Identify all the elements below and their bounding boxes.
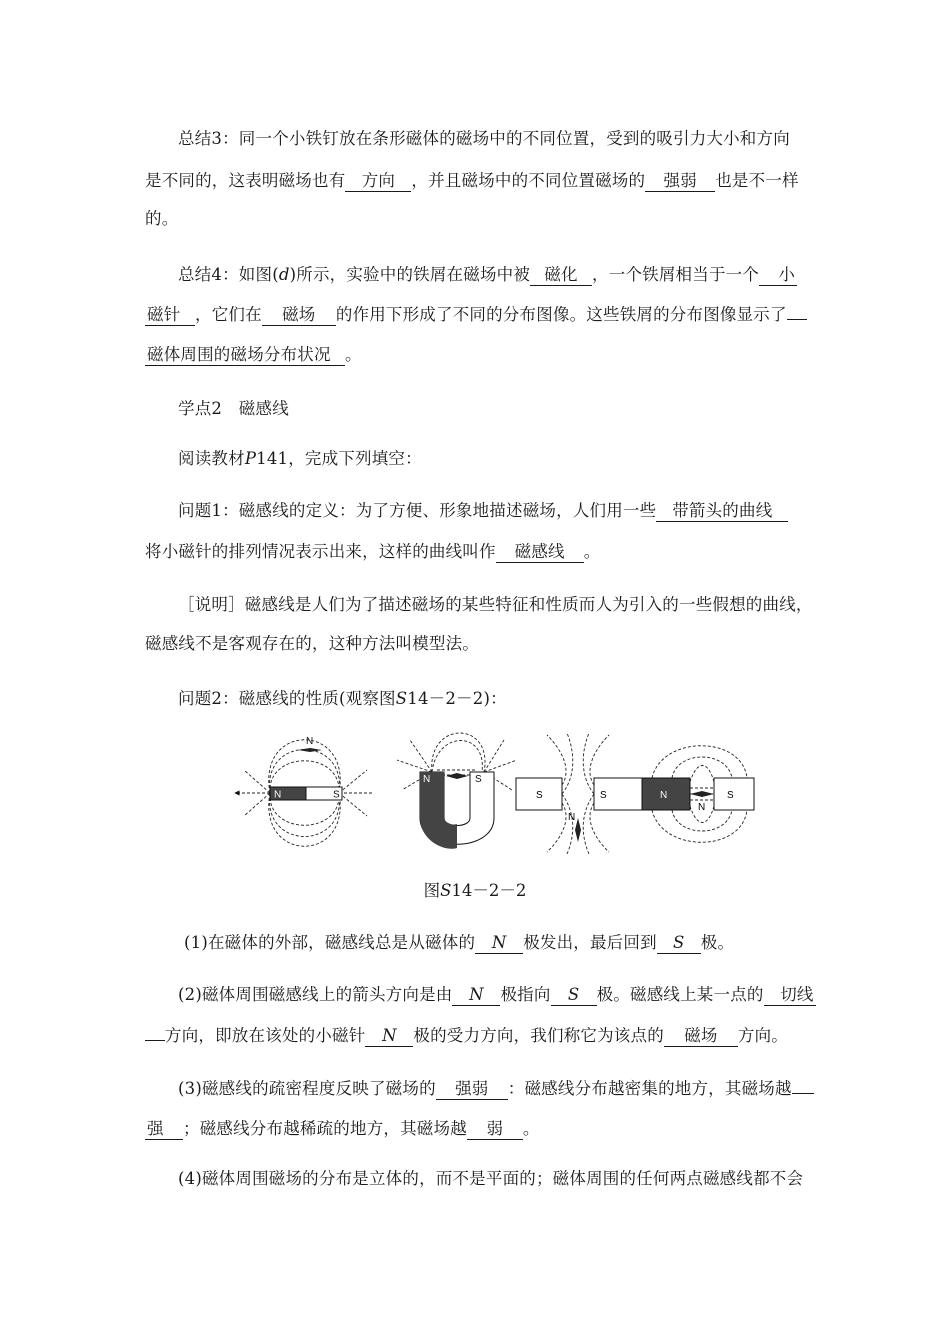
unlike-needle-n-label: N <box>698 802 706 813</box>
answer-south-pole: S <box>657 933 701 954</box>
magnetic-field-figure <box>232 730 762 855</box>
note-line2: 磁感线不是客观存在的，这种方法叫模型法。 <box>145 634 479 653</box>
answer-field-lines: 磁感线 <box>496 542 584 563</box>
answer-small-part2: 磁针 <box>145 305 195 326</box>
question1-text-b: 将小磁针的排列情况表示出来，这样的曲线叫作 <box>145 542 496 561</box>
question2-line <box>178 688 507 710</box>
caption-letter: S <box>440 881 452 900</box>
summary3-line3: 的。 <box>145 209 179 228</box>
summary4-text-d: ，它们在 <box>195 305 262 324</box>
answer-needle-n: N <box>365 1026 413 1047</box>
answer-arrow-from-n: N <box>452 985 500 1006</box>
question2-text-b: 14－2－2)： <box>407 689 507 708</box>
horseshoe-magnet-panel <box>397 733 517 849</box>
property3-text-b: ：磁感线分布越密集的地方，其磁场越 <box>507 1079 792 1098</box>
property2-line2 <box>145 1025 788 1047</box>
reading-text-b: 141，完成下列填空： <box>256 449 422 468</box>
property2-text-f: 方向。 <box>737 1026 789 1045</box>
like-poles-panel <box>516 733 642 854</box>
bar-s-label: S <box>333 789 340 801</box>
summary3-text-c: 也是不一样 <box>715 171 799 190</box>
horseshoe-s-label: S <box>475 774 482 785</box>
answer-distribution: 磁体周围的磁场分布状况 <box>145 345 345 366</box>
answer-direction: 方向 <box>345 171 411 192</box>
summary3-text-a: 是不同的，这表明磁场也有 <box>145 171 346 190</box>
summary3-line2 <box>145 170 799 192</box>
summary4-text-f: 。 <box>345 345 362 364</box>
property1-text-b: 极发出，最后回到 <box>523 933 657 952</box>
question2-figure-letter: S <box>395 689 408 708</box>
reading-text-a: 阅读教材 <box>178 449 245 468</box>
property1-text-c: 极。 <box>700 933 735 952</box>
answer-distribution-start <box>787 319 807 320</box>
summary4-text-c: ，一个铁屑相当于一个 <box>592 265 760 284</box>
question2-text-a: 问题2：磁感线的性质(观察图 <box>178 689 396 708</box>
answer-intensity: 强弱 <box>436 1079 508 1100</box>
like-right-s-label: S <box>600 790 607 801</box>
answer-strong-start <box>792 1093 814 1094</box>
compass-needle-icon <box>298 748 322 752</box>
property1-text-a: (1)在磁体的外部，磁感线总是从磁体的 <box>184 933 476 952</box>
reading-page-letter: P <box>244 449 257 468</box>
note-line1: ［说明］磁感线是人们为了描述磁场的某些特征和性质而人为引入的一些假想的曲线， <box>178 595 813 614</box>
summary3-text-b: ，并且磁场中的不同位置磁场的 <box>411 171 646 190</box>
horseshoe-n-label: N <box>423 774 431 785</box>
compass-n-label: N <box>306 736 314 747</box>
property2-text-a: (2)磁体周围磁感线上的箭头方向是由 <box>178 985 453 1004</box>
caption-text-b: 14－2－2 <box>451 881 527 900</box>
summary4-figure-letter: d <box>278 265 290 284</box>
summary4-text-a: 总结4：如图( <box>178 265 279 284</box>
unlike-n-label: N <box>660 790 668 801</box>
property2-text-b: 极指向 <box>500 985 551 1004</box>
figure-caption <box>0 880 950 902</box>
bar-n-label: N <box>274 789 282 801</box>
summary4-line1 <box>178 264 797 286</box>
answer-tangent: 切线 <box>764 985 816 1006</box>
answer-north-pole: N <box>475 933 523 954</box>
answer-small-part1: 小 <box>759 265 797 286</box>
question1-text-c: 。 <box>583 542 601 561</box>
property2-line1 <box>178 984 816 1006</box>
property2-text-e: 极的受力方向，我们称它为该点的 <box>413 1026 664 1045</box>
question1-line2 <box>145 541 600 563</box>
answer-strength: 强弱 <box>645 171 715 192</box>
summary4-line3 <box>145 344 362 366</box>
property2-text-c: 极。磁感线上某一点的 <box>596 985 764 1004</box>
answer-arrow-to-s: S <box>551 985 597 1006</box>
answer-field-direction: 磁场 <box>664 1026 738 1047</box>
summary4-text-b: )所示，实验中的铁屑在磁场中被 <box>289 265 531 284</box>
question1-line1 <box>178 500 788 522</box>
property3-text-c: ；磁感线分布越稀疏的地方，其磁场越 <box>183 1119 467 1138</box>
property1-line <box>184 932 734 954</box>
answer-magnetized: 磁化 <box>530 265 592 286</box>
answer-strong: 强 <box>145 1119 183 1140</box>
answer-arrow-curves: 带箭头的曲线 <box>656 501 788 522</box>
question1-text-a: 问题1：磁感线的定义：为了方便、形象地描述磁场，人们用一些 <box>178 501 657 520</box>
like-needle-n-label: N <box>568 812 576 823</box>
unlike-poles-panel <box>642 746 754 843</box>
property2-text-d: 方向，即放在该处的小磁针 <box>165 1026 366 1045</box>
reading-instruction <box>178 448 422 470</box>
property4-line1: (4)磁体周围磁场的分布是立体的，而不是平面的；磁体周围的任何两点磁感线都不会 <box>178 1169 804 1188</box>
summary4-line2 <box>145 304 807 326</box>
property3-line1 <box>178 1078 814 1100</box>
unlike-s-label: S <box>727 790 734 801</box>
like-left-s-label: S <box>536 790 543 801</box>
section-heading: 学点2 磁感线 <box>178 399 289 418</box>
summary3-line1: 总结3：同一个小铁钉放在条形磁体的磁场中的不同位置，受到的吸引力大小和方向 <box>178 129 790 148</box>
answer-tangent-continued <box>145 1040 165 1041</box>
summary4-text-e: 的作用下形成了不同的分布图像。这些铁屑的分布图像显示了 <box>335 305 787 324</box>
property3-line2 <box>145 1118 540 1140</box>
answer-field: 磁场 <box>262 305 336 326</box>
caption-text-a: 图 <box>423 881 441 900</box>
property3-text-d: 。 <box>522 1119 540 1138</box>
answer-weak: 弱 <box>467 1119 523 1140</box>
property3-text-a: (3)磁感线的疏密程度反映了磁场的 <box>178 1079 436 1098</box>
